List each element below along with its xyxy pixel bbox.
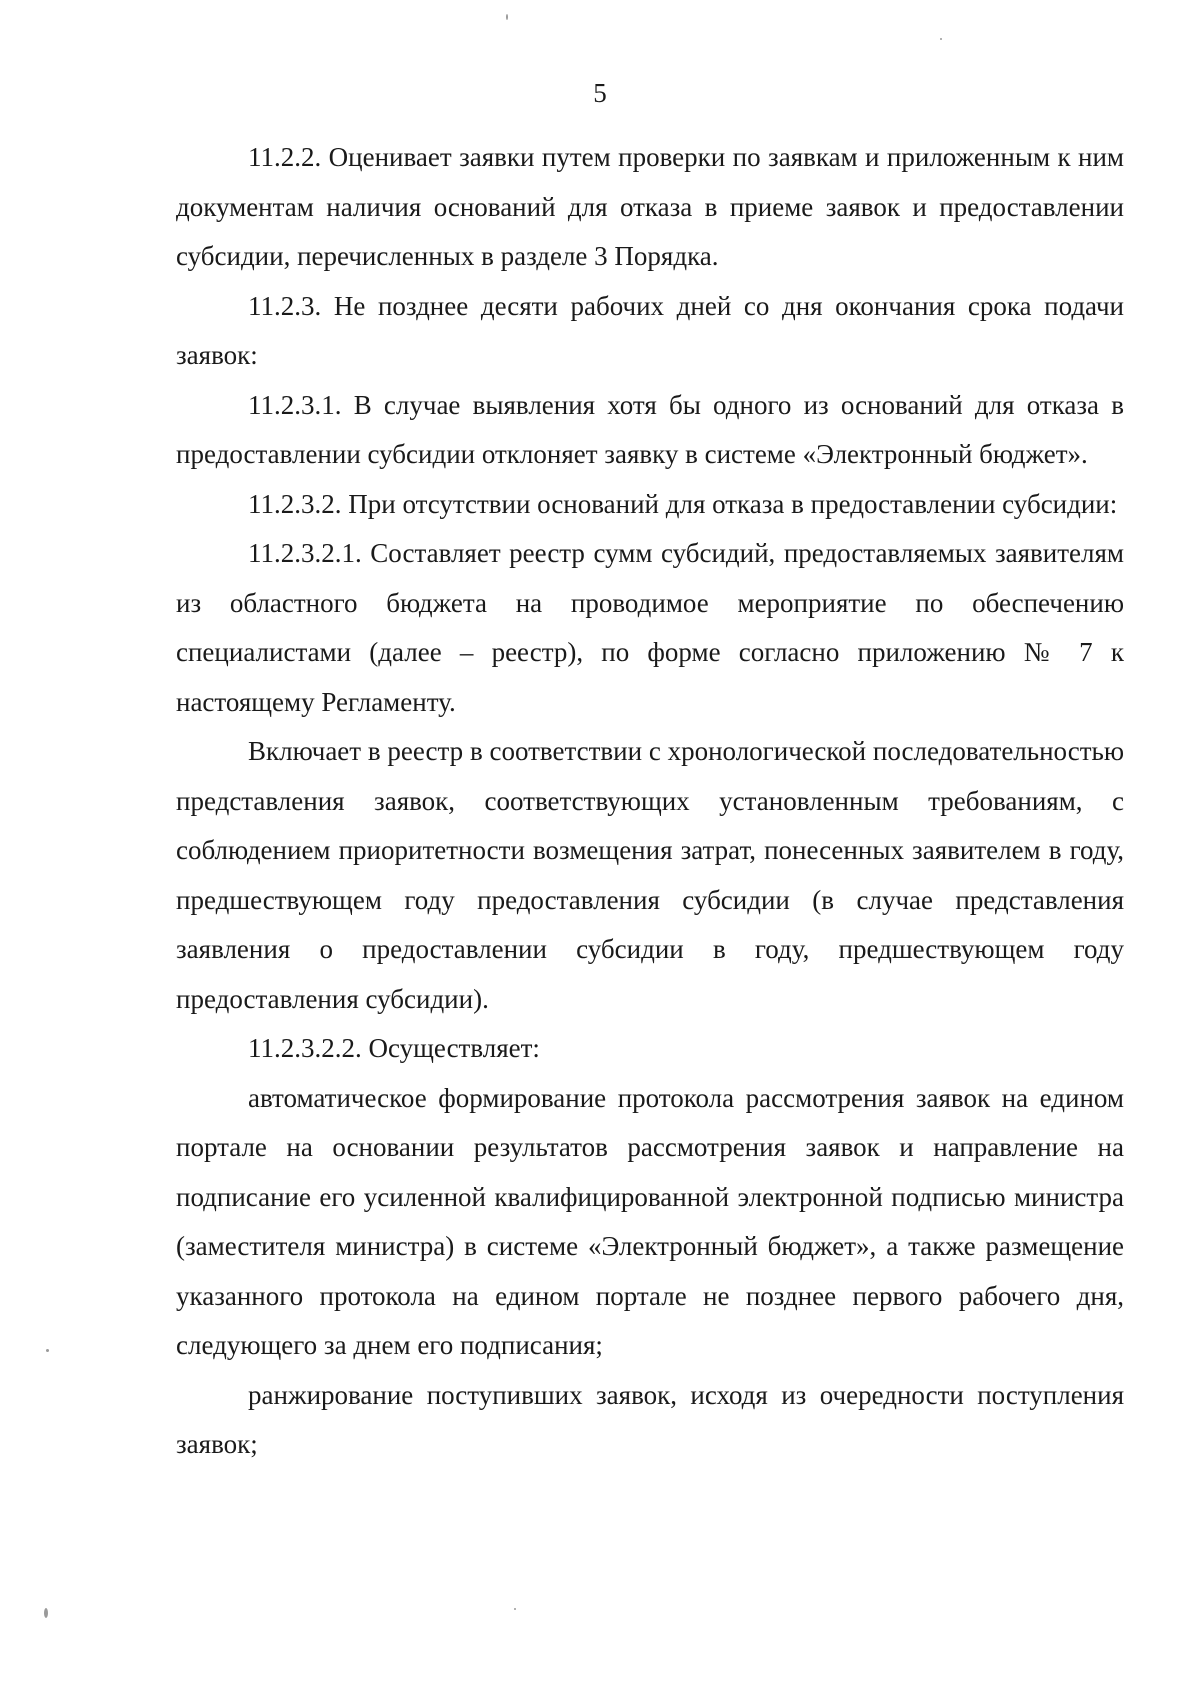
paragraph-11-2-2: 11.2.2. Оценивает заявки путем проверки по заявкам и приложенным к ним документам наличия оснований для отказа в приеме заявок и предоставлении субсидии, перечисленных в разделе 3 Порядка. — [176, 142, 1124, 271]
paragraph-protocol-formation: автоматическое формирование протокола рассмотрения заявок на едином портале на основании результатов рассмотрения заявок и направление на подписание его усиленной квалифицированной электронной подписью министра (заместителя министра) в системе «Электронный бюджет», а также размещение указанного протокола на едином портале не позднее первого рабочего дня, следующего за днем его подписания; — [176, 1082, 1124, 1360]
paragraph-11-2-3-2: 11.2.3.2. При отсутствии оснований для отказа в предоставлении субсидии: — [248, 488, 1118, 519]
scan-speck — [514, 1608, 516, 1610]
paragraph-ranking: ранжирование поступивших заявок, исходя из очередности поступления заявок; — [176, 1379, 1124, 1459]
scan-speck — [46, 1349, 49, 1352]
paragraph-registry-inclusion: Включает в реестр в соответствии с хронологической последовательностью представления заявок, соответствующих установленным требованиям, с соблюдением приоритетности возмещения затрат, понесенных заявителем в году, предшествующем году предоставления субсидии (в случае представления заявления о предоставлении субсидии в году, предшествующем году предоставления субсидии). — [176, 736, 1124, 1014]
document-body — [176, 133, 1124, 1470]
page-number: 5 — [593, 78, 607, 108]
scan-speck — [44, 1608, 48, 1618]
scan-speck — [506, 14, 508, 20]
paragraph-11-2-3-2-2: 11.2.3.2.2. Осуществляет: — [248, 1033, 540, 1063]
paragraph-11-2-3-2-1: 11.2.3.2.1. Составляет реестр сумм субсидий, предоставляемых заявителям из областного бюджета на проводимое мероприятие по обеспечению специалистами (далее – реестр), по форме согласно приложению № 7 к настоящему Регламенту. — [176, 538, 1124, 717]
paragraph-11-2-3: 11.2.3. Не позднее десяти рабочих дней со дня окончания срока подачи заявок: — [176, 290, 1124, 370]
scan-speck — [940, 38, 942, 40]
paragraph-11-2-3-1: 11.2.3.1. В случае выявления хотя бы одного из оснований для отказа в предоставлении субсидии отклоняет заявку в системе «Электронный бюджет». — [176, 389, 1124, 469]
